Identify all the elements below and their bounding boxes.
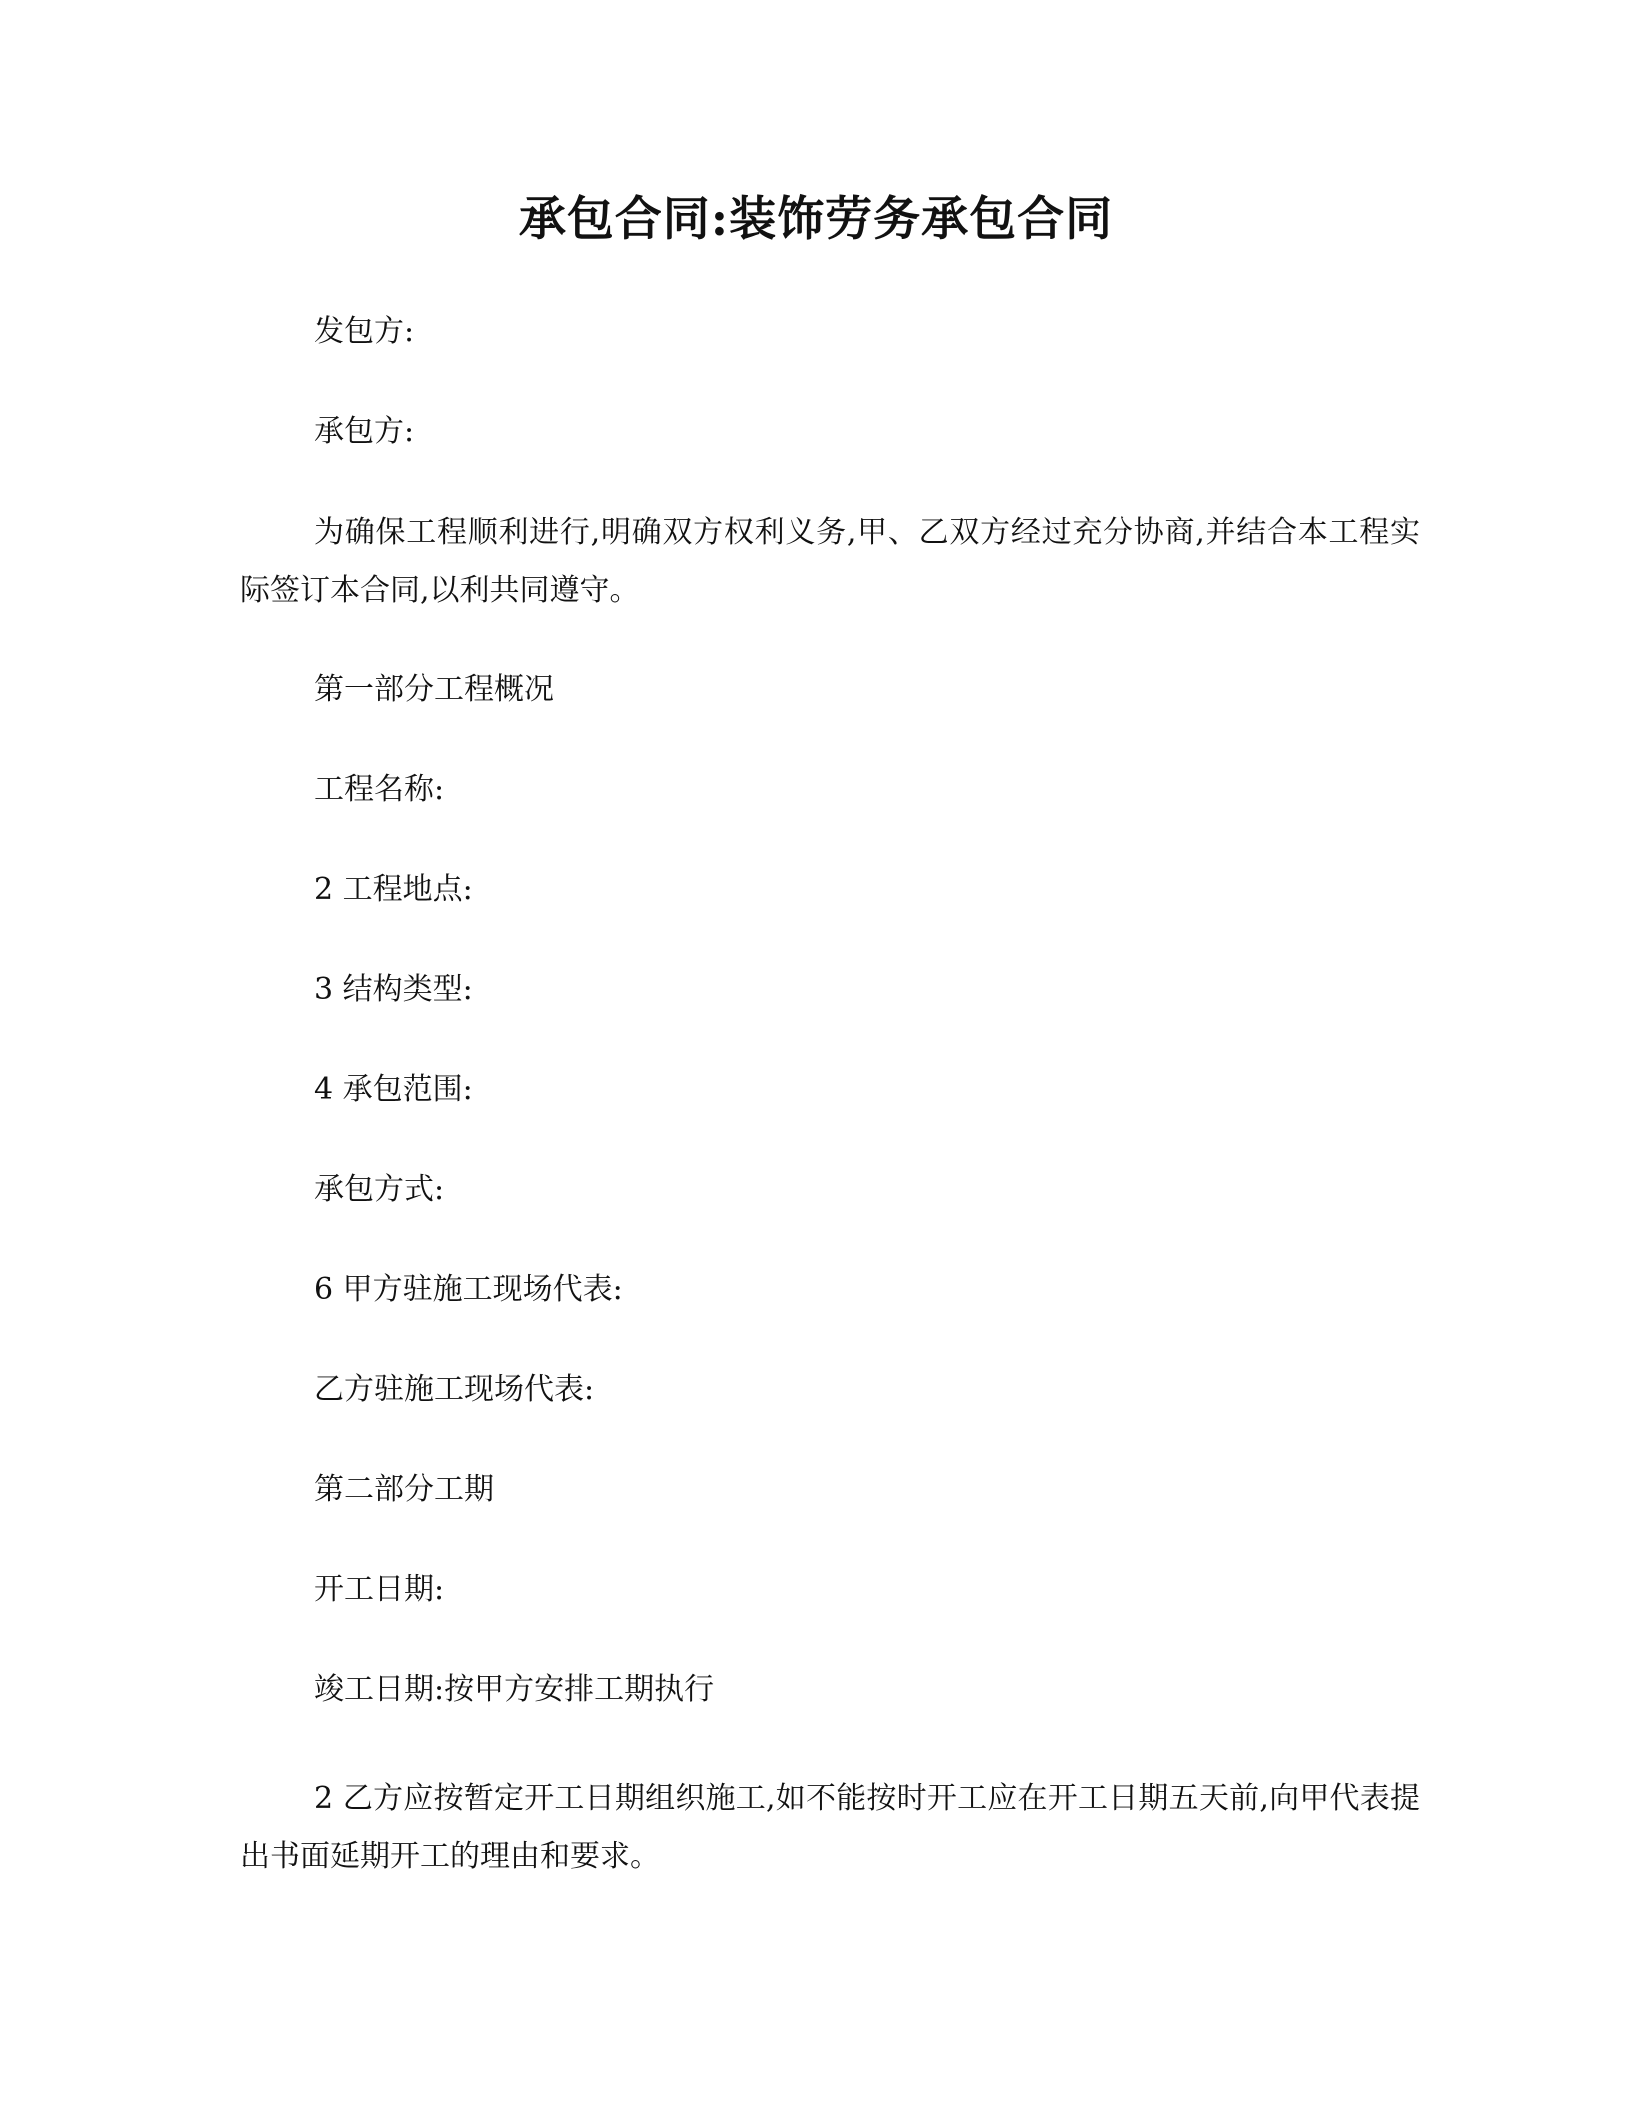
party-b-site-rep-field: 乙方驻施工现场代表: bbox=[314, 1372, 595, 1407]
start-date-field: 开工日期: bbox=[314, 1572, 445, 1607]
delay-start-paragraph: 2 乙方应按暂定开工日期组织施工,如不能按时开工应在开工日期五天前,向甲代表提出书面延期开工的理由和要求。 bbox=[240, 1781, 1420, 1874]
contract-scope-field: 4 承包范围: bbox=[314, 1072, 473, 1107]
party-a-site-rep-field: 6 甲方驻施工现场代表: bbox=[314, 1272, 623, 1307]
structure-type-field: 3 结构类型: bbox=[314, 972, 473, 1007]
project-name-field: 工程名称: bbox=[314, 772, 445, 807]
completion-date-field: 竣工日期:按甲方安排工期执行 bbox=[314, 1672, 715, 1707]
section2-heading: 第二部分工期 bbox=[314, 1472, 494, 1507]
intro-paragraph: 为确保工程顺利进行,明确双方权利义务,甲、乙双方经过充分协商,并结合本工程实际签订本合同,以利共同遵守。 bbox=[240, 515, 1420, 608]
project-location-field: 2 工程地点: bbox=[314, 872, 473, 907]
contract-method-field: 承包方式: bbox=[314, 1172, 445, 1207]
party-a-label: 发包方: bbox=[314, 314, 415, 349]
party-b-label: 承包方: bbox=[314, 414, 415, 449]
document-title: 承包合同:装饰劳务承包合同 bbox=[518, 192, 1114, 247]
section1-heading: 第一部分工程概况 bbox=[314, 672, 554, 707]
